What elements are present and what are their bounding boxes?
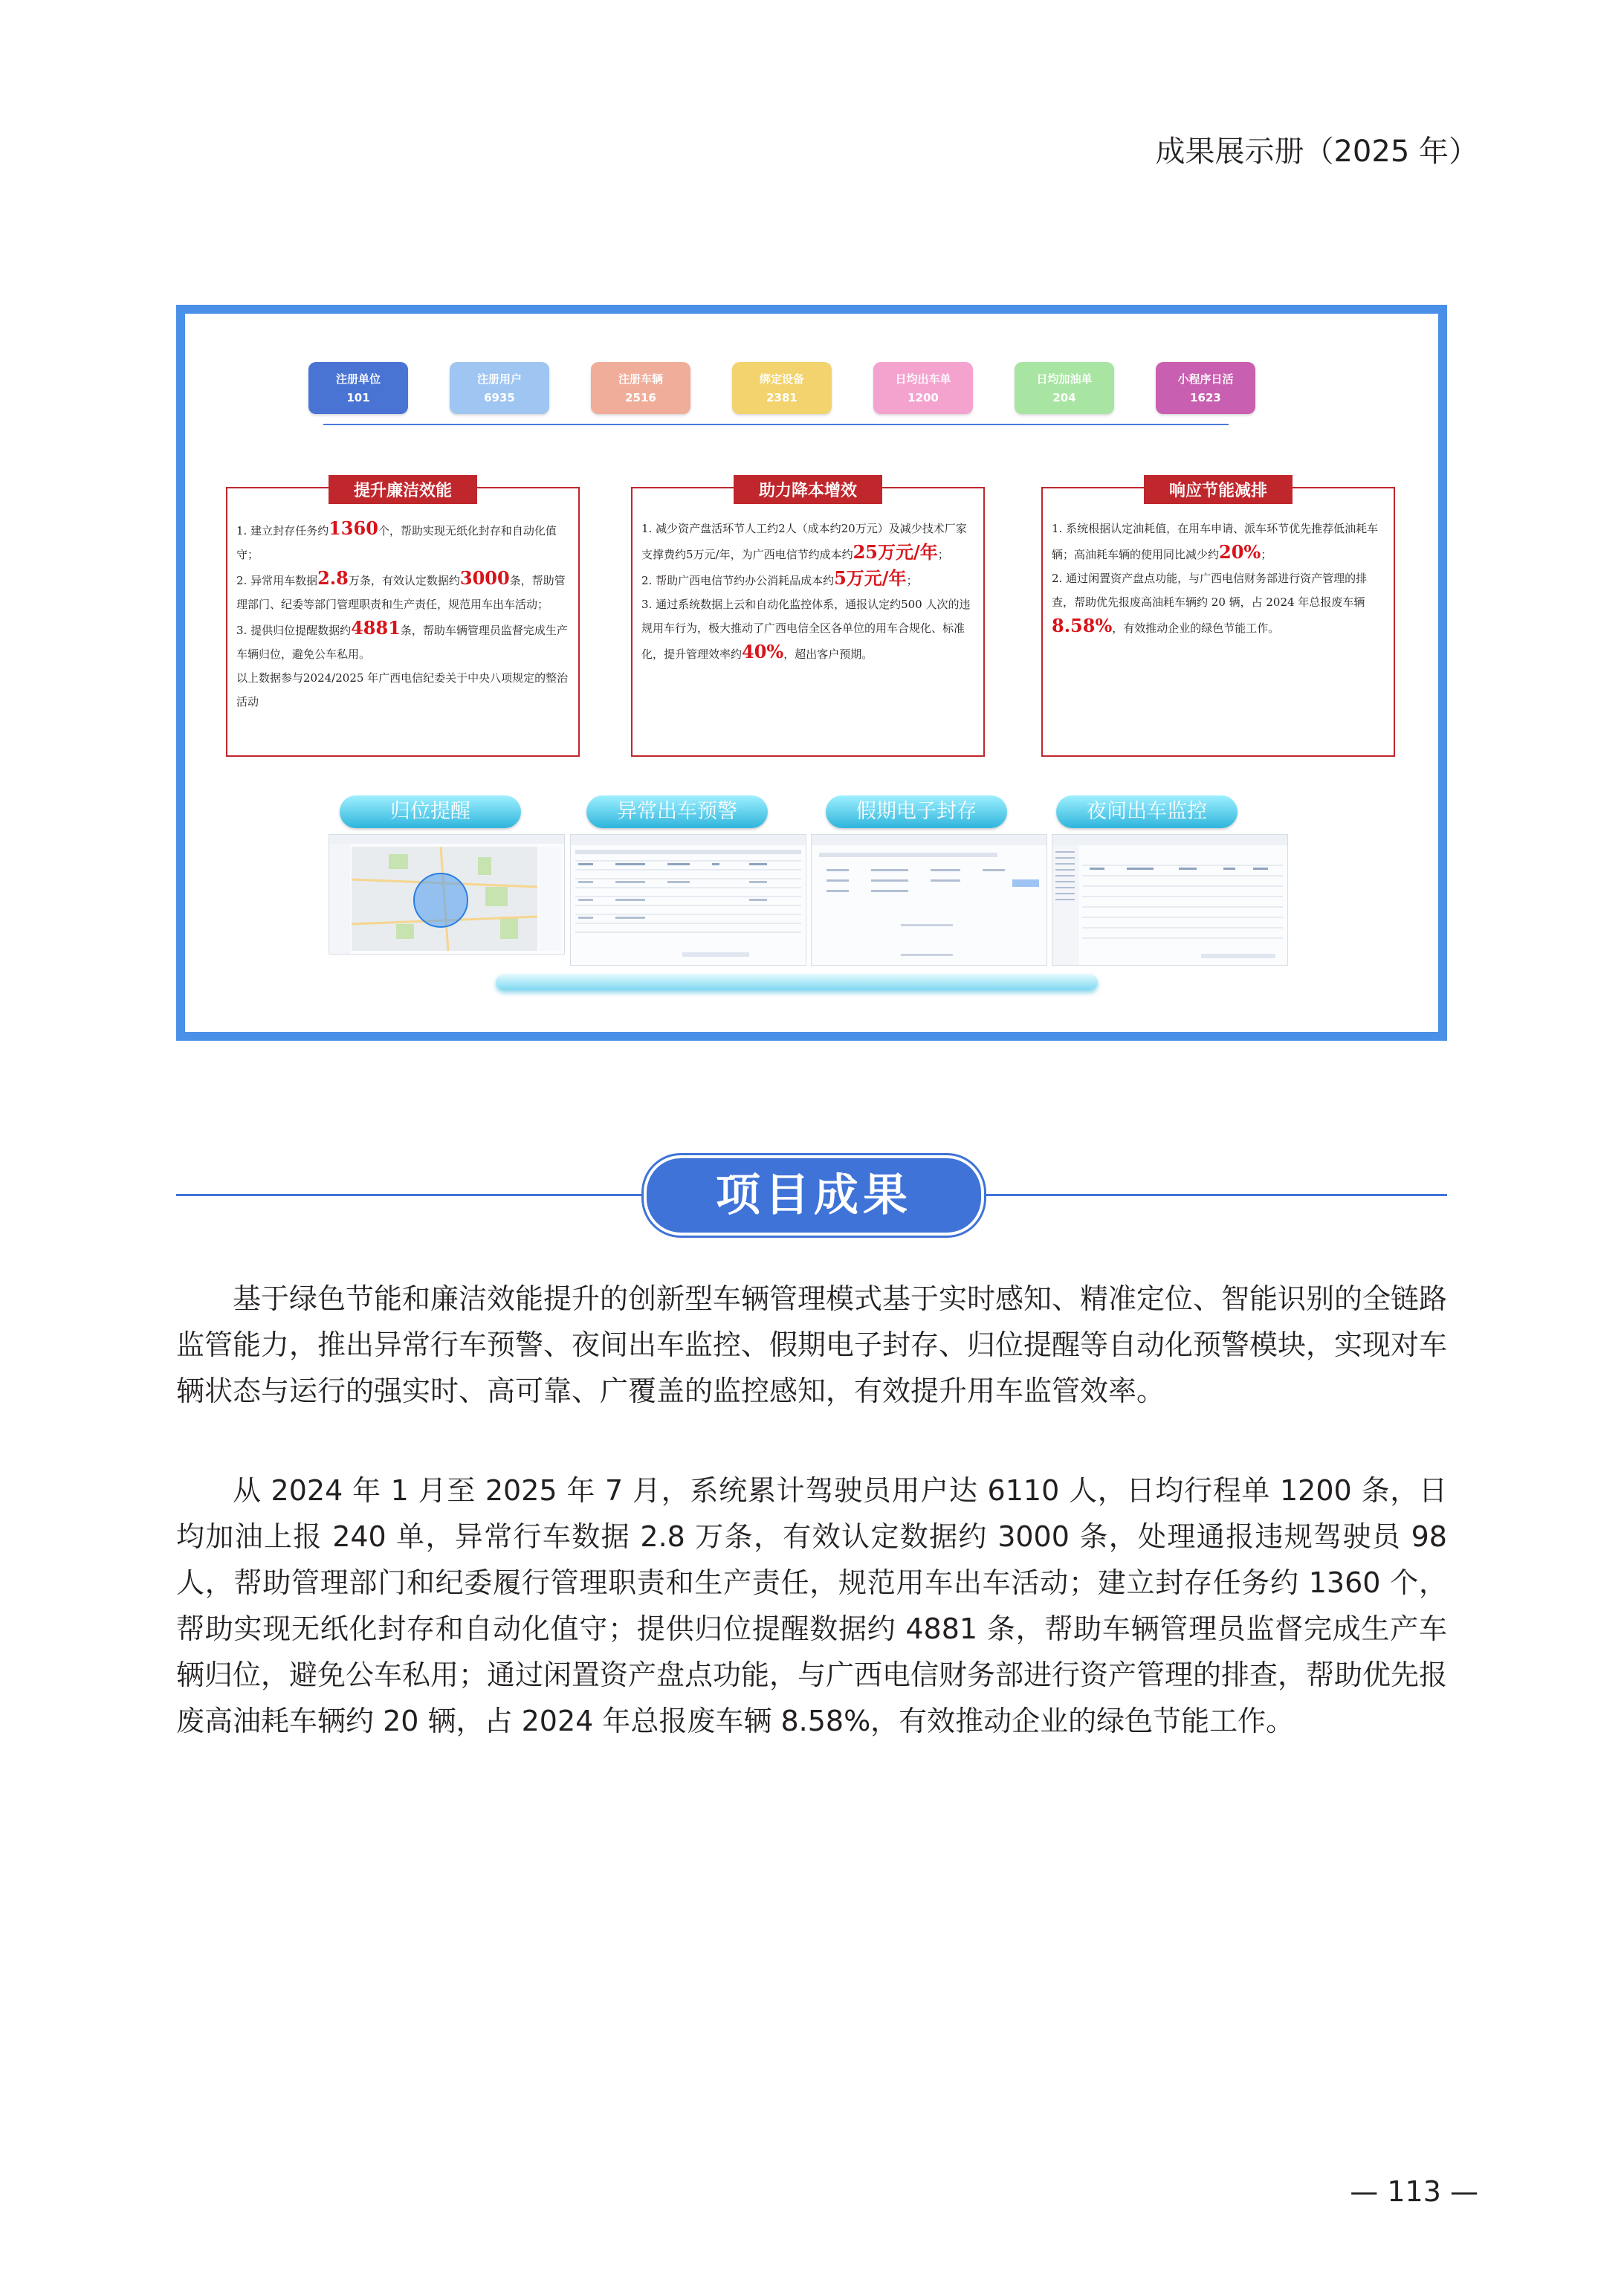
stat-label: 注册用户 bbox=[476, 372, 522, 386]
stat-card bbox=[732, 362, 832, 414]
body-paragraph: 基于绿色节能和廉洁效能提升的创新型车辆管理模式基于实时感知、精准定位、智能识别的全链路监管能力，推出异常行车预警、夜间出车监控、假期电子封存、归位提醒等自动化预警模块，实现对车辆状态与运行的强实时、高可靠、广覆盖的监控感知，有效提升用车监管效率。 bbox=[176, 1282, 1448, 1407]
stat-value: 1623 bbox=[1190, 391, 1221, 404]
panel-text: ，超出客户预期。 bbox=[783, 648, 873, 661]
panel-cost bbox=[631, 482, 985, 757]
divider bbox=[323, 424, 1229, 425]
section-title: 项目成果 bbox=[644, 1155, 984, 1236]
panel-item bbox=[641, 517, 974, 566]
panel-title: 响应节能减排 bbox=[1144, 475, 1293, 504]
panel-text: ； bbox=[906, 574, 918, 587]
panel-item bbox=[236, 517, 569, 566]
panel-title: 助力降本增效 bbox=[734, 475, 882, 504]
panel-text: 条，帮助车辆管理员监督完成生产车辆归位，避免公车私用。 bbox=[236, 624, 568, 661]
panel-text: ； bbox=[1261, 548, 1272, 561]
panel-item bbox=[1052, 517, 1385, 566]
module-pill: 归位提醒 bbox=[340, 795, 521, 828]
panel-text: 1. 减少资产盘活环节人工约2人（成本约20万元）及减少技术厂家支撑费约5万元/年，为广西电信节约成本约 bbox=[641, 522, 967, 561]
page-header-title: 成果展示册（2025 年） bbox=[1155, 135, 1478, 169]
panel-text: 1. 系统根据认定油耗值，在用车申请、派车环节优先推荐低油耗车辆；高油耗车辆的使用同比减少约 bbox=[1052, 522, 1379, 561]
module-pill: 异常出车预警 bbox=[586, 795, 768, 828]
highlight-value: 3000 bbox=[459, 567, 510, 589]
panel-text: ，有效推动企业的绿色节能工作。 bbox=[1112, 621, 1280, 635]
body-paragraph: 从 2024 年 1 月至 2025 年 7 月，系统累计驾驶员用户达 6110 人，日均行程单 1200 条，日均加油上报 240 单，异常行车数据 2.8 万条，有效认定数据约 3000 条，处理通报违规驾驶员 98 人，帮助管理部门和纪委履行管理职责和生产责任，规范用车出车活动；建立封存任务约 1360 个，帮助实现无纸化封存和自动化值守；提供归位提醒数据约 4881 条，帮助车辆管理员监督完成生产车辆归位，避免公车私用；通过闲置资产盘点功能，与广西电信财务部进行资产管理的排查，帮助优先报废高油耗车辆约 20 辆，占 2024 年总报废车辆 8.58%，有效推动企业的绿色节能工作。 bbox=[176, 1474, 1448, 1737]
panel-body bbox=[236, 517, 569, 714]
stat-card bbox=[1015, 362, 1114, 414]
highlight-value: 40% bbox=[742, 641, 784, 662]
map-screenshot bbox=[329, 834, 565, 955]
page-number: — 113 — bbox=[1350, 2175, 1478, 2208]
panel-item bbox=[641, 566, 974, 592]
highlight-value: 2.8 bbox=[317, 567, 349, 589]
panel-text: ； bbox=[937, 548, 949, 561]
panel-text: 3. 通过系统数据上云和自动化监控体系，通报认定约500 人次的违规用车行为，极大推动了广西电信全区各单位的用车合规化、标准化，提升管理效率约 bbox=[641, 598, 971, 661]
panel-text: 1. 建立封存任务约 bbox=[236, 524, 329, 537]
panel-body bbox=[1052, 517, 1385, 640]
stat-card bbox=[873, 362, 973, 414]
stat-value: 6935 bbox=[484, 391, 515, 404]
panel-integrity bbox=[226, 482, 580, 757]
panel-text: 2. 通过闲置资产盘点功能，与广西电信财务部进行资产管理的排查，帮助优先报废高油耗车辆约 20 辆，占 2024 年总报废车辆 bbox=[1052, 572, 1368, 609]
panel-item bbox=[236, 616, 569, 666]
stat-card bbox=[308, 362, 408, 414]
section-rule-left bbox=[176, 1194, 648, 1196]
panel-text: 以上数据参与2024/2025 年广西电信纪委关于中央八项规定的整治活动 bbox=[236, 671, 569, 708]
highlight-value: 4881 bbox=[351, 617, 401, 639]
panel-text: 条，帮助管理部门、纪委等部门管理职责和生产责任，规范用车出车活动； bbox=[236, 574, 566, 611]
alert-table-screenshot bbox=[570, 834, 806, 966]
stat-value: 101 bbox=[346, 391, 370, 404]
highlight-value: 8.58% bbox=[1052, 615, 1113, 636]
panel-body bbox=[641, 517, 974, 666]
stat-value: 2381 bbox=[766, 391, 798, 404]
stat-value: 204 bbox=[1052, 391, 1076, 404]
night-table-screenshot bbox=[1052, 834, 1288, 966]
stat-label: 日均出车单 bbox=[895, 372, 951, 386]
stat-label: 日均加油单 bbox=[1036, 372, 1093, 386]
stat-label: 绑定设备 bbox=[759, 372, 804, 386]
section-rule-right bbox=[974, 1194, 1447, 1196]
panel-text: 万条，有效认定数据约 bbox=[348, 574, 460, 587]
module-pill: 假期电子封存 bbox=[826, 795, 1007, 828]
highlight-value: 5万元/年 bbox=[834, 567, 907, 589]
highlight-value: 20% bbox=[1219, 541, 1261, 563]
stat-card bbox=[450, 362, 549, 414]
panel-text: 个，帮助实现无纸化封存和自动化值守； bbox=[236, 524, 557, 561]
stat-card bbox=[1156, 362, 1255, 414]
panel-energy bbox=[1041, 482, 1395, 757]
stat-label: 注册单位 bbox=[335, 372, 381, 386]
panel-text: 2. 帮助广西电信节约办公消耗品成本约 bbox=[641, 574, 835, 587]
stat-value: 2516 bbox=[625, 391, 656, 404]
seal-table-screenshot bbox=[811, 834, 1047, 966]
module-pill: 夜间出车监控 bbox=[1056, 795, 1238, 828]
stat-value: 1200 bbox=[908, 391, 939, 404]
stat-label: 注册车辆 bbox=[618, 372, 663, 386]
highlight-value: 1360 bbox=[329, 517, 378, 539]
panel-text: 3. 提供归位提醒数据约 bbox=[236, 624, 352, 637]
display-platform bbox=[496, 974, 1098, 990]
panel-item bbox=[1052, 566, 1385, 640]
panel-title: 提升廉洁效能 bbox=[329, 475, 477, 504]
stat-label: 小程序日活 bbox=[1177, 372, 1234, 386]
panel-item bbox=[236, 666, 569, 714]
panel-item bbox=[236, 566, 569, 616]
stat-card bbox=[591, 362, 690, 414]
panel-text: 2. 异常用车数据 bbox=[236, 574, 318, 587]
highlight-value: 25万元/年 bbox=[853, 541, 938, 563]
dashboard-figure bbox=[176, 305, 1447, 1041]
panel-item bbox=[641, 592, 974, 666]
stat-cards bbox=[308, 362, 1290, 414]
